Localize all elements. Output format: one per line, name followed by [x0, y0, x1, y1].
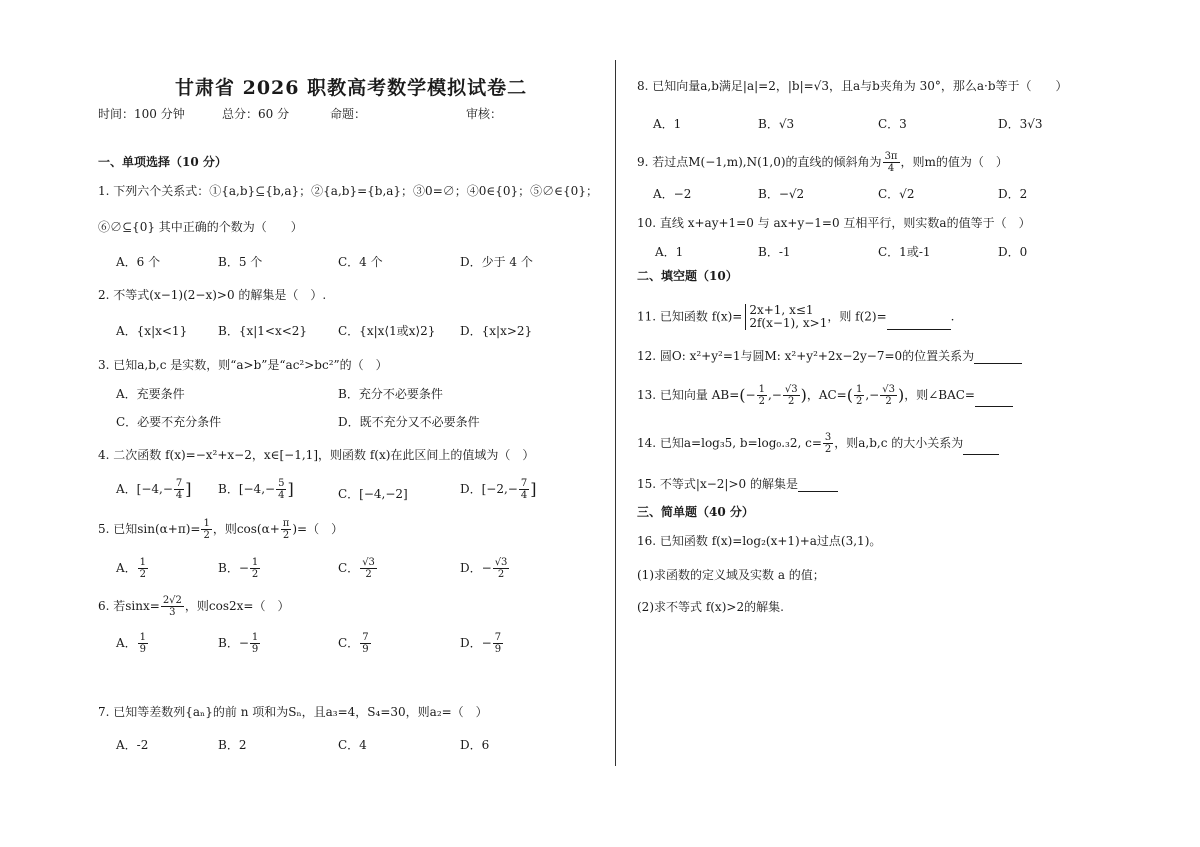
exam-total: 总分：60 分	[222, 107, 290, 121]
q3-stem: 3. 已知a,b,c 是实数，则“a>b”是“ac²>bc²”的（ ）	[98, 358, 388, 372]
q15-answer-blank	[798, 491, 838, 492]
q6-option-a: A． $\frac{1}{9}$	[116, 632, 147, 655]
q10-stem: 10. 直线 x+ay+1=0 与 ax+y−1=0 互相平行，则实数a的值等于（ ）	[637, 216, 1031, 230]
q3-option-d: D．既不充分又不必要条件	[338, 415, 480, 429]
page-title: 甘肃省 2026 职教高考数学模拟试卷二	[175, 77, 528, 99]
q4-b-fraction: $\frac{5}{4}$	[278, 478, 285, 501]
q3-option-a: A．充要条件	[116, 387, 185, 401]
q12-stem: 12. 圆O: x²+y²=1与圆M: x²+y²+2x−2y−7=0的位置关系为	[637, 348, 1022, 364]
q8-stem: 8. 已知向量a,b满足|a|=2，|b|=√3，且a与b夹角为 30°，那么a·b等于（ ）	[637, 79, 1068, 93]
q5-stem: 5. 已知sin(α+π)= $\frac{1}{2}$ ，则cos(α+ $\frac{\pi}{2}$ )=（ ）	[98, 518, 344, 541]
q4-d-fraction: $\frac{7}{4}$	[520, 478, 528, 501]
q1-option-c: C．4 个	[338, 255, 383, 269]
q10-option-d: D．0	[998, 245, 1028, 259]
q6-option-d: D．− $\frac{7}{9}$	[460, 632, 502, 655]
q8-option-d: D．3√3	[998, 117, 1043, 131]
q2-stem: 2. 不等式(x−1)(2−x)>0 的解集是（ ）.	[98, 288, 327, 302]
section-fill-blank: 二、填空题（10）	[637, 269, 738, 283]
q8-option-c: C．3	[878, 117, 907, 131]
q1-stem-cont: ⑥∅⊆{0} 其中正确的个数为（ ）	[98, 220, 303, 234]
q1-option-a: A．6 个	[116, 255, 161, 269]
q10-option-b: B．-1	[758, 245, 791, 259]
q5-option-d: D．− $\frac{√3}{2}$	[460, 557, 508, 580]
q13-answer-blank	[975, 406, 1013, 407]
section-single-choice: 一、单项选择（10 分）	[98, 155, 227, 169]
q1-option-b: B．5 个	[218, 255, 263, 269]
q9-option-b: B．−√2	[758, 187, 805, 201]
q16-part1: (1)求函数的定义域及实数 a 的值；	[637, 568, 825, 582]
q14-stem: 14. 已知a=log₃5, b=log₀.₃2, c= $\frac{3}{2}$ ，则a,b,c 的大小关系为	[637, 432, 999, 455]
q13-stem: 13. 已知向量 AB=(− $\frac{1}{2}$ ,− $\frac{√3}{2}$ )，AC=( $\frac{1}{2}$ ,− $\frac{√3}{2}$ )，则∠BAC=	[637, 384, 1013, 407]
q9-option-a: A．−2	[653, 187, 692, 201]
q7-option-a: A．-2	[116, 738, 149, 752]
q9-option-d: D．2	[998, 187, 1028, 201]
q8-option-a: A．1	[653, 117, 682, 131]
q4-option-b: B．[−4,− $\frac{5}{4}$ ]	[218, 478, 294, 501]
q3-option-c: C．必要不充分条件	[116, 415, 222, 429]
q1-option-d: D．少于 4 个	[460, 255, 533, 269]
q6-option-c: C． $\frac{7}{9}$	[338, 632, 369, 655]
q7-option-b: B．2	[218, 738, 247, 752]
q2-option-c: C．{x|x⟨1或x⟩2}	[338, 324, 436, 338]
q11-stem: 11. 已知函数 f(x)= 2x+1, x≤1 2f(x−1), x>1 ，则 f(2)= .	[637, 303, 955, 330]
q6-option-b: B．− $\frac{1}{9}$	[218, 632, 259, 655]
q16-part2: (2)求不等式 f(x)>2的解集.	[637, 600, 784, 614]
q15-stem: 15. 不等式|x−2|>0 的解集是	[637, 476, 838, 492]
exam-author: 命题：	[330, 107, 367, 121]
q11-piecewise: 2x+1, x≤1 2f(x−1), x>1	[745, 304, 827, 330]
q2-option-d: D．{x|x>2}	[460, 324, 533, 338]
q5-option-a: A． $\frac{1}{2}$	[116, 557, 147, 580]
exam-time: 时间：100 分钟	[98, 107, 185, 121]
q9-option-c: C．√2	[878, 187, 915, 201]
q7-stem: 7. 已知等差数列{aₙ}的前 n 项和为Sₙ，且a₃=4，S₄=30，则a₂=（ ）	[98, 705, 488, 719]
q8-option-b: B．√3	[758, 117, 795, 131]
q2-option-a: A．{x|x<1}	[116, 324, 188, 338]
q12-answer-blank	[974, 363, 1022, 364]
q5-option-b: B．− $\frac{1}{2}$	[218, 557, 259, 580]
q6-stem: 6. 若sinx= $\frac{2√2}{3}$ ，则cos2x=（ ）	[98, 595, 290, 618]
q1-stem: 1. 下列六个关系式：①{a,b}⊆{b,a}；②{a,b}={b,a}；③0=∅；④0∈{0}；⑤∅∈{0}；	[98, 184, 598, 198]
q4-option-a: A．[−4,− $\frac{7}{4}$ ]	[116, 478, 192, 501]
q4-option-c: C．[−4,−2]	[338, 487, 408, 501]
q2-option-b: B．{x|1<x<2}	[218, 324, 308, 338]
q5-option-c: C． $\frac{√3}{2}$	[338, 557, 375, 580]
q7-option-d: D．6	[460, 738, 490, 752]
q11-answer-blank	[887, 329, 951, 330]
q4-stem: 4. 二次函数 f(x)=−x²+x−2，x∈[−1,1]，则函数 f(x)在此区间上的值域为（ ）	[98, 448, 535, 462]
q7-option-c: C．4	[338, 738, 367, 752]
column-divider	[615, 60, 616, 766]
q16-stem: 16. 已知函数 f(x)=log₂(x+1)+a过点(3,1)。	[637, 534, 882, 548]
q10-option-c: C．1或-1	[878, 245, 931, 259]
q3-option-b: B．充分不必要条件	[338, 387, 443, 401]
exam-reviewer: 审核：	[466, 107, 503, 121]
q4-option-d: D．[−2,− $\frac{7}{4}$ ]	[460, 478, 537, 501]
q10-option-a: A．1	[655, 245, 684, 259]
q4-a-fraction: $\frac{7}{4}$	[175, 478, 183, 501]
q9-stem: 9. 若过点M(−1,m),N(1,0)的直线的倾斜角为 $\frac{3\pi}{4}$ ，则m的值为（ ）	[637, 151, 1008, 174]
q14-answer-blank	[963, 454, 999, 455]
section-short-answer: 三、简单题（40 分）	[637, 505, 754, 519]
